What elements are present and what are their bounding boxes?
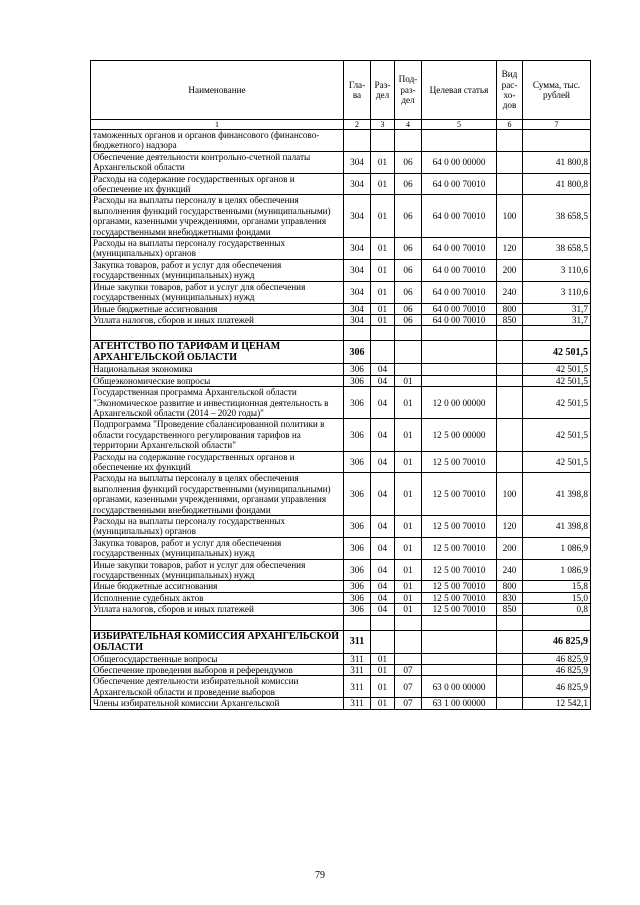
row-target-item xyxy=(422,341,497,364)
table-row xyxy=(91,581,591,592)
column-number: 3 xyxy=(371,120,395,130)
row-amount: 38 658,5 xyxy=(523,195,591,238)
row-amount: 41 800,8 xyxy=(523,173,591,195)
row-amount: 42 501,5 xyxy=(523,364,591,375)
row-name: Расходы на содержание государственных органов и обеспечение их функций xyxy=(91,451,344,473)
row-target-item xyxy=(422,364,497,375)
header-subsection: Под-раз-дел xyxy=(395,61,422,120)
header-amount: Сумма, тыс. рублей xyxy=(523,61,591,120)
row-section: 01 xyxy=(371,151,395,173)
row-expense-type: 850 xyxy=(497,604,523,615)
row-amount: 41 800,8 xyxy=(523,151,591,173)
row-amount: 3 110,6 xyxy=(523,259,591,281)
row-target-item: 64 0 00 70010 xyxy=(422,314,497,325)
row-expense-type xyxy=(497,387,523,419)
row-expense-type xyxy=(497,676,523,698)
row-chapter: 306 xyxy=(344,387,371,419)
spacer-row xyxy=(91,326,591,341)
row-expense-type: 800 xyxy=(497,303,523,314)
row-expense-type xyxy=(497,341,523,364)
table-row xyxy=(91,665,591,676)
row-expense-type xyxy=(497,364,523,375)
row-name: таможенных органов и органов финансового (финансово-бюджетного) надзора xyxy=(91,130,344,152)
row-subsection xyxy=(395,653,422,664)
row-expense-type xyxy=(497,665,523,676)
row-subsection xyxy=(395,364,422,375)
table-row xyxy=(91,375,591,386)
row-subsection: 01 xyxy=(395,451,422,473)
row-amount: 42 501,5 xyxy=(523,341,591,364)
row-section: 04 xyxy=(371,604,395,615)
row-target-item xyxy=(422,130,497,152)
row-expense-type xyxy=(497,630,523,653)
header-name: Наименование xyxy=(91,61,344,120)
table-row xyxy=(91,303,591,314)
row-chapter: 306 xyxy=(344,419,371,451)
table-row xyxy=(91,451,591,473)
row-amount: 41 398,8 xyxy=(523,516,591,538)
row-subsection: 06 xyxy=(395,303,422,314)
row-name: Закупка товаров, работ и услуг для обеспечения государственных (муниципальных) нужд xyxy=(91,259,344,281)
row-target-item: 12 0 00 00000 xyxy=(422,387,497,419)
row-chapter: 306 xyxy=(344,473,371,516)
row-name: Обеспечение проведения выборов и референдумов xyxy=(91,665,344,676)
row-subsection: 06 xyxy=(395,173,422,195)
column-number: 4 xyxy=(395,120,422,130)
row-section: 01 xyxy=(371,653,395,664)
row-subsection: 06 xyxy=(395,259,422,281)
row-section xyxy=(371,130,395,152)
row-amount: 46 825,9 xyxy=(523,676,591,698)
row-target-item xyxy=(422,665,497,676)
row-expense-type xyxy=(497,173,523,195)
row-section: 01 xyxy=(371,676,395,698)
row-name: Расходы на выплаты персоналу в целях обеспечения выполнения функций государственными (муниципальными) органами, казенными учреждениями, органами управления государственными внебюджетными фондами xyxy=(91,473,344,516)
table-row xyxy=(91,419,591,451)
row-section: 04 xyxy=(371,451,395,473)
row-name: Расходы на выплаты персоналу в целях обеспечения выполнения функций государственными (муниципальными) органами, казенными учреждениями, органами управления государственными внебюджетными фондами xyxy=(91,195,344,238)
row-expense-type: 100 xyxy=(497,195,523,238)
row-target-item: 64 0 00 70010 xyxy=(422,195,497,238)
row-amount: 1 086,9 xyxy=(523,537,591,559)
row-chapter: 311 xyxy=(344,665,371,676)
row-target-item: 12 5 00 70010 xyxy=(422,559,497,581)
row-amount: 1 086,9 xyxy=(523,559,591,581)
table-row xyxy=(91,387,591,419)
row-target-item: 12 5 00 70010 xyxy=(422,537,497,559)
row-name: ИЗБИРАТЕЛЬНАЯ КОМИССИЯ АРХАНГЕЛЬСКОЙ ОБЛАСТИ xyxy=(91,630,344,653)
header-expense-type: Вид рас-хо-дов xyxy=(497,61,523,120)
row-name: Расходы на содержание государственных органов и обеспечение их функций xyxy=(91,173,344,195)
row-target-item: 12 5 00 00000 xyxy=(422,419,497,451)
table-row xyxy=(91,473,591,516)
row-chapter: 311 xyxy=(344,653,371,664)
row-name: Иные бюджетные ассигнования xyxy=(91,581,344,592)
budget-table-page xyxy=(90,60,590,710)
row-target-item: 12 5 00 70010 xyxy=(422,592,497,603)
column-number: 2 xyxy=(344,120,371,130)
row-chapter: 306 xyxy=(344,592,371,603)
row-amount: 15,0 xyxy=(523,592,591,603)
row-name: Расходы на выплаты персоналу государственных (муниципальных) органов xyxy=(91,238,344,260)
row-section: 04 xyxy=(371,537,395,559)
row-chapter: 304 xyxy=(344,173,371,195)
row-chapter xyxy=(344,130,371,152)
row-subsection: 01 xyxy=(395,375,422,386)
header-section: Раз-дел xyxy=(371,61,395,120)
row-section: 04 xyxy=(371,581,395,592)
row-section: 01 xyxy=(371,698,395,709)
row-amount xyxy=(523,615,591,630)
row-section: 04 xyxy=(371,387,395,419)
row-name: Общеэкономические вопросы xyxy=(91,375,344,386)
row-section: 04 xyxy=(371,516,395,538)
row-subsection: 06 xyxy=(395,151,422,173)
row-expense-type: 200 xyxy=(497,259,523,281)
row-amount: 31,7 xyxy=(523,314,591,325)
row-subsection: 01 xyxy=(395,419,422,451)
row-expense-type xyxy=(497,615,523,630)
row-name: Иные закупки товаров, работ и услуг для обеспечения государственных (муниципальных) нужд xyxy=(91,559,344,581)
row-section: 04 xyxy=(371,364,395,375)
row-subsection: 06 xyxy=(395,281,422,303)
row-name xyxy=(91,326,344,341)
table-row xyxy=(91,259,591,281)
row-chapter: 311 xyxy=(344,698,371,709)
row-subsection: 01 xyxy=(395,559,422,581)
row-name: АГЕНТСТВО ПО ТАРИФАМ И ЦЕНАМ АРХАНГЕЛЬСКОЙ ОБЛАСТИ xyxy=(91,341,344,364)
row-name: Государственная программа Архангельской области "Экономическое развитие и инвестиционная деятельность в Архангельской области (2014 – 2020 годы)" xyxy=(91,387,344,419)
row-amount: 42 501,5 xyxy=(523,375,591,386)
row-chapter: 306 xyxy=(344,375,371,386)
row-expense-type: 240 xyxy=(497,281,523,303)
table-row xyxy=(91,698,591,709)
row-subsection: 07 xyxy=(395,676,422,698)
row-expense-type: 200 xyxy=(497,537,523,559)
row-section xyxy=(371,630,395,653)
table-row xyxy=(91,195,591,238)
table-row xyxy=(91,364,591,375)
row-section xyxy=(371,326,395,341)
row-subsection xyxy=(395,130,422,152)
row-expense-type xyxy=(497,451,523,473)
row-target-item: 12 5 00 70010 xyxy=(422,473,497,516)
spacer-row xyxy=(91,615,591,630)
header-target-item: Целевая статья xyxy=(422,61,497,120)
row-expense-type xyxy=(497,326,523,341)
row-chapter: 306 xyxy=(344,559,371,581)
row-subsection: 01 xyxy=(395,537,422,559)
row-section: 01 xyxy=(371,281,395,303)
row-target-item: 12 5 00 70010 xyxy=(422,451,497,473)
row-chapter: 311 xyxy=(344,630,371,653)
row-subsection: 01 xyxy=(395,387,422,419)
table-body xyxy=(91,130,591,710)
row-chapter: 306 xyxy=(344,364,371,375)
budget-table xyxy=(90,60,591,710)
row-amount: 0,8 xyxy=(523,604,591,615)
row-name: Иные закупки товаров, работ и услуг для обеспечения государственных (муниципальных) нужд xyxy=(91,281,344,303)
row-expense-type: 800 xyxy=(497,581,523,592)
row-target-item: 64 0 00 70010 xyxy=(422,303,497,314)
column-number: 5 xyxy=(422,120,497,130)
row-name: Общегосударственные вопросы xyxy=(91,653,344,664)
table-row xyxy=(91,559,591,581)
row-name: Подпрограмма "Проведение сбалансированной политики в области государственного регулирования тарифов на территории Архангельской области" xyxy=(91,419,344,451)
row-target-item: 12 5 00 70010 xyxy=(422,516,497,538)
row-name: Закупка товаров, работ и услуг для обеспечения государственных (муниципальных) нужд xyxy=(91,537,344,559)
table-row xyxy=(91,173,591,195)
column-number: 1 xyxy=(91,120,344,130)
table-row xyxy=(91,604,591,615)
row-expense-type xyxy=(497,419,523,451)
row-subsection: 06 xyxy=(395,314,422,325)
row-expense-type: 830 xyxy=(497,592,523,603)
row-name xyxy=(91,615,344,630)
row-expense-type: 240 xyxy=(497,559,523,581)
row-section: 04 xyxy=(371,559,395,581)
row-target-item: 64 0 00 70010 xyxy=(422,259,497,281)
header-chapter: Гла-ва xyxy=(344,61,371,120)
row-chapter: 306 xyxy=(344,451,371,473)
row-section: 01 xyxy=(371,238,395,260)
row-subsection xyxy=(395,326,422,341)
row-target-item: 12 5 00 70010 xyxy=(422,581,497,592)
row-amount: 46 825,9 xyxy=(523,665,591,676)
row-chapter: 304 xyxy=(344,314,371,325)
row-section: 04 xyxy=(371,419,395,451)
row-chapter: 306 xyxy=(344,341,371,364)
row-target-item xyxy=(422,630,497,653)
row-expense-type xyxy=(497,375,523,386)
row-name: Национальная экономика xyxy=(91,364,344,375)
column-number: 7 xyxy=(523,120,591,130)
row-chapter: 311 xyxy=(344,676,371,698)
row-target-item: 12 5 00 70010 xyxy=(422,604,497,615)
row-amount: 42 501,5 xyxy=(523,451,591,473)
row-expense-type: 100 xyxy=(497,473,523,516)
row-section: 01 xyxy=(371,195,395,238)
row-target-item: 64 0 00 70010 xyxy=(422,281,497,303)
row-name: Обеспечение деятельности контрольно-счетной палаты Архангельской области xyxy=(91,151,344,173)
table-row xyxy=(91,537,591,559)
table-row xyxy=(91,130,591,152)
row-chapter xyxy=(344,615,371,630)
row-subsection: 01 xyxy=(395,581,422,592)
table-row xyxy=(91,238,591,260)
table-row xyxy=(91,592,591,603)
row-name: Уплата налогов, сборов и иных платежей xyxy=(91,314,344,325)
row-amount: 3 110,6 xyxy=(523,281,591,303)
row-name: Расходы на выплаты персоналу государственных (муниципальных) органов xyxy=(91,516,344,538)
row-section: 04 xyxy=(371,473,395,516)
table-row xyxy=(91,314,591,325)
agency-row xyxy=(91,630,591,653)
row-amount: 46 825,9 xyxy=(523,653,591,664)
table-row xyxy=(91,281,591,303)
table-row xyxy=(91,676,591,698)
row-subsection: 06 xyxy=(395,195,422,238)
row-target-item: 64 0 00 70010 xyxy=(422,238,497,260)
row-section xyxy=(371,615,395,630)
row-amount: 15,8 xyxy=(523,581,591,592)
row-amount: 42 501,5 xyxy=(523,419,591,451)
row-expense-type xyxy=(497,151,523,173)
row-amount: 12 542,1 xyxy=(523,698,591,709)
row-subsection: 01 xyxy=(395,604,422,615)
row-subsection xyxy=(395,615,422,630)
row-subsection xyxy=(395,630,422,653)
row-name: Иные бюджетные ассигнования xyxy=(91,303,344,314)
row-target-item xyxy=(422,653,497,664)
header-row xyxy=(91,61,591,120)
row-section: 04 xyxy=(371,592,395,603)
row-chapter: 304 xyxy=(344,281,371,303)
row-amount: 41 398,8 xyxy=(523,473,591,516)
row-chapter: 306 xyxy=(344,581,371,592)
row-amount xyxy=(523,326,591,341)
table-row xyxy=(91,151,591,173)
row-chapter: 304 xyxy=(344,238,371,260)
row-section: 04 xyxy=(371,375,395,386)
row-chapter: 306 xyxy=(344,537,371,559)
row-amount: 42 501,5 xyxy=(523,387,591,419)
row-section: 01 xyxy=(371,259,395,281)
row-expense-type xyxy=(497,653,523,664)
row-name: Члены избирательной комиссии Архангельской xyxy=(91,698,344,709)
row-target-item: 63 0 00 00000 xyxy=(422,676,497,698)
row-chapter: 304 xyxy=(344,259,371,281)
row-target-item: 63 1 00 00000 xyxy=(422,698,497,709)
row-section: 01 xyxy=(371,173,395,195)
row-target-item xyxy=(422,326,497,341)
page-number: 79 xyxy=(315,870,325,881)
row-amount: 31,7 xyxy=(523,303,591,314)
row-section: 01 xyxy=(371,303,395,314)
row-chapter: 306 xyxy=(344,516,371,538)
row-expense-type xyxy=(497,130,523,152)
row-subsection: 01 xyxy=(395,592,422,603)
row-expense-type: 120 xyxy=(497,238,523,260)
agency-row xyxy=(91,341,591,364)
table-row xyxy=(91,516,591,538)
row-target-item: 64 0 00 00000 xyxy=(422,151,497,173)
row-subsection xyxy=(395,341,422,364)
row-subsection: 07 xyxy=(395,665,422,676)
row-section: 01 xyxy=(371,665,395,676)
row-chapter: 304 xyxy=(344,303,371,314)
row-chapter: 304 xyxy=(344,195,371,238)
row-expense-type: 850 xyxy=(497,314,523,325)
row-chapter: 304 xyxy=(344,151,371,173)
row-name: Уплата налогов, сборов и иных платежей xyxy=(91,604,344,615)
row-amount: 38 658,5 xyxy=(523,238,591,260)
column-number: 6 xyxy=(497,120,523,130)
row-chapter xyxy=(344,326,371,341)
row-expense-type: 120 xyxy=(497,516,523,538)
column-number-row xyxy=(91,120,591,130)
row-expense-type xyxy=(497,698,523,709)
row-name: Исполнение судебных актов xyxy=(91,592,344,603)
row-amount xyxy=(523,130,591,152)
row-amount: 46 825,9 xyxy=(523,630,591,653)
table-row xyxy=(91,653,591,664)
row-section: 01 xyxy=(371,314,395,325)
row-section xyxy=(371,341,395,364)
row-name: Обеспечение деятельности избирательной комиссии Архангельской области и проведение выборов xyxy=(91,676,344,698)
row-target-item: 64 0 00 70010 xyxy=(422,173,497,195)
row-subsection: 06 xyxy=(395,238,422,260)
row-subsection: 07 xyxy=(395,698,422,709)
row-subsection: 01 xyxy=(395,473,422,516)
row-subsection: 01 xyxy=(395,516,422,538)
row-chapter: 306 xyxy=(344,604,371,615)
row-target-item xyxy=(422,615,497,630)
row-target-item xyxy=(422,375,497,386)
